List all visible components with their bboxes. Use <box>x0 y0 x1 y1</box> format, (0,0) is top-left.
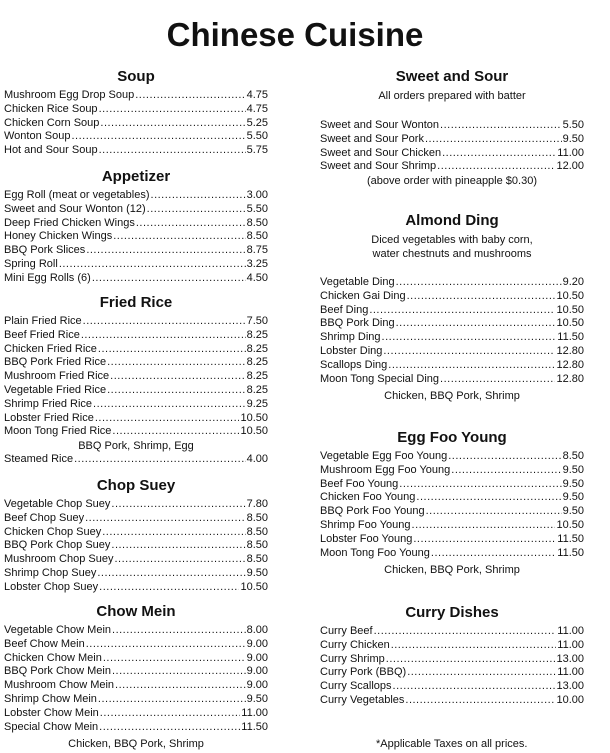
item-price: 5.75 <box>246 144 268 157</box>
item-price: 9.50 <box>246 566 268 579</box>
item-price: 4.50 <box>246 271 268 284</box>
item-name: Vegetable Egg Foo Young <box>320 450 448 462</box>
item-name: BBQ Pork Ding <box>320 317 395 330</box>
section-chop-suey <box>4 476 268 595</box>
section-egg-foo-young <box>320 428 584 577</box>
item-price: 5.25 <box>246 116 268 129</box>
item-name: Mini Egg Rolls (6) <box>4 271 91 284</box>
item-price: 8.00 <box>246 624 268 636</box>
item-name: Sweet and Sour Wonton <box>320 119 440 131</box>
menu-item <box>4 144 268 158</box>
menu-item <box>320 547 584 561</box>
item-name: Beef Ding <box>320 303 369 316</box>
item-name: Shrimp Chow Mein <box>4 692 97 705</box>
item-price: 8.50 <box>246 553 268 566</box>
section-note: Chicken, BBQ Pork, Shrimp <box>384 390 520 403</box>
item-name: BBQ Pork Chow Mein <box>4 665 111 678</box>
menu-item <box>320 491 584 505</box>
item-name: Scallops Ding <box>320 358 388 371</box>
item-price: 8.25 <box>246 328 268 341</box>
menu-item <box>4 217 268 231</box>
menu-item <box>320 625 584 639</box>
menu-item <box>4 707 268 721</box>
menu-item <box>320 666 584 680</box>
item-price: 9.50 <box>562 505 584 518</box>
item-price: 10.00 <box>556 693 584 706</box>
menu-item <box>4 384 268 398</box>
menu-item <box>320 694 584 708</box>
menu-item <box>4 624 268 638</box>
item-name: Spring Roll <box>4 257 58 270</box>
item-name: Chicken Gai Ding <box>320 289 406 302</box>
item-name: Shrimp Fried Rice <box>4 397 93 410</box>
section-title: Egg Foo Young <box>397 429 507 446</box>
menu-item <box>4 498 268 512</box>
menu-item <box>4 721 268 735</box>
item-name: Vegetable Fried Rice <box>4 383 107 396</box>
menu-item <box>4 512 268 526</box>
item-name: Curry Chicken <box>320 638 390 651</box>
menu-item <box>320 290 584 304</box>
item-price: 8.50 <box>246 230 268 243</box>
item-name: Beef Fried Rice <box>4 328 80 341</box>
menu-item <box>4 244 268 258</box>
menu-item <box>4 526 268 540</box>
item-name: Shrimp Foo Young <box>320 518 411 531</box>
menu-item <box>320 680 584 694</box>
item-name: Chicken Rice Soup <box>4 102 98 115</box>
menu-item <box>4 117 268 131</box>
menu-item <box>4 425 268 439</box>
menu-item <box>4 230 268 244</box>
item-price: 8.75 <box>246 244 268 257</box>
item-price: 10.50 <box>556 303 584 316</box>
item-name: Special Chow Mein <box>4 720 99 733</box>
item-name: Sweet and Sour Pork <box>320 132 424 145</box>
menu-item <box>4 103 268 117</box>
item-name: Sweet and Sour Chicken <box>320 146 442 159</box>
section-title: Fried Rice <box>99 294 173 311</box>
menu-item <box>320 119 584 133</box>
item-price: 9.00 <box>246 665 268 678</box>
menu-item <box>320 519 584 533</box>
menu-item <box>320 478 584 492</box>
menu-item <box>4 356 268 370</box>
item-price: 10.50 <box>240 425 268 438</box>
menu-item <box>4 453 268 467</box>
item-name: Plain Fried Rice <box>4 315 82 327</box>
item-name: Lobster Chow Mein <box>4 706 99 719</box>
menu-item <box>320 133 584 147</box>
menu-item <box>4 89 268 103</box>
menu-item <box>4 693 268 707</box>
menu-item <box>4 567 268 581</box>
item-price: 10.50 <box>240 580 268 593</box>
item-price: 11.50 <box>557 532 584 545</box>
item-name: Hot and Sour Soup <box>4 144 98 157</box>
section-title: Soup <box>117 68 155 85</box>
item-price: 9.50 <box>562 132 584 145</box>
menu-item <box>4 315 268 329</box>
item-price: 9.50 <box>246 692 268 705</box>
menu-item <box>4 412 268 426</box>
item-name: Mushroom Chop Suey <box>4 553 114 566</box>
tax-footnote: *Applicable Taxes on all prices. <box>376 738 528 750</box>
item-price: 8.50 <box>562 450 584 462</box>
menu-item <box>4 553 268 567</box>
section-title: Appetizer <box>101 168 171 185</box>
menu-item <box>320 331 584 345</box>
item-price: 9.50 <box>562 491 584 504</box>
item-price: 8.50 <box>246 216 268 229</box>
item-price: 11.50 <box>557 546 584 559</box>
menu-item <box>4 679 268 693</box>
item-name: BBQ Pork Fried Rice <box>4 356 107 369</box>
section-appetizer <box>4 167 268 286</box>
section-title: Almond Ding <box>405 212 499 229</box>
menu-item <box>4 189 268 203</box>
item-name: Mushroom Fried Rice <box>4 370 110 383</box>
item-price: 9.25 <box>246 397 268 410</box>
menu-item <box>320 450 584 464</box>
item-price: 10.50 <box>556 518 584 531</box>
item-name: Shrimp Chop Suey <box>4 566 97 579</box>
item-name: Chicken Fried Rice <box>4 342 97 355</box>
item-name: Curry Vegetables <box>320 693 405 706</box>
menu-item <box>320 359 584 373</box>
item-price: 4.00 <box>246 453 268 466</box>
item-name: Beef Foo Young <box>320 477 399 490</box>
section-note: Chicken, BBQ Pork, Shrimp <box>384 564 520 577</box>
item-name: Wonton Soup <box>4 130 71 143</box>
item-price: 9.00 <box>246 637 268 650</box>
section-chow-mein <box>4 602 268 751</box>
item-price: 7.80 <box>246 498 268 510</box>
item-price: 10.50 <box>556 289 584 302</box>
item-price: 5.50 <box>246 202 268 215</box>
menu-item <box>4 652 268 666</box>
menu-item <box>4 398 268 412</box>
item-price: 8.25 <box>246 342 268 355</box>
item-price: 10.50 <box>556 317 584 330</box>
item-name: Chicken Corn Soup <box>4 116 100 129</box>
menu-item <box>4 203 268 217</box>
item-price: 13.00 <box>556 652 584 665</box>
item-name: Lobster Ding <box>320 344 383 357</box>
item-name: BBQ Pork Foo Young <box>320 505 425 518</box>
item-price: 8.25 <box>246 356 268 369</box>
item-price: 4.75 <box>246 102 268 115</box>
item-price: 7.50 <box>246 315 268 327</box>
section-title: Chow Mein <box>96 603 176 620</box>
item-name: Sweet and Sour Shrimp <box>320 160 437 173</box>
item-price: 10.50 <box>240 411 268 424</box>
item-name: Moon Tong Fried Rice <box>4 425 112 438</box>
menu-item <box>4 370 268 384</box>
item-price: 12.00 <box>556 160 584 173</box>
item-price: 9.00 <box>246 679 268 692</box>
section-soup <box>4 67 268 158</box>
item-price: 11.50 <box>557 331 584 344</box>
item-price: 8.50 <box>246 539 268 552</box>
item-name: Curry Scallops <box>320 680 392 693</box>
item-name: Curry Pork (BBQ) <box>320 666 407 679</box>
item-price: 9.50 <box>562 477 584 490</box>
item-price: 12.80 <box>556 372 584 385</box>
section-note: Chicken, BBQ Pork, Shrimp <box>68 738 204 751</box>
item-name: Egg Roll (meat or vegetables) <box>4 189 150 201</box>
section-title: Sweet and Sour <box>395 68 509 85</box>
item-name: BBQ Pork Chop Suey <box>4 539 111 552</box>
item-name: BBQ Pork Slices <box>4 244 86 257</box>
item-name: Lobster Fried Rice <box>4 411 94 424</box>
item-price: 3.00 <box>246 189 268 201</box>
menu-item <box>320 533 584 547</box>
menu-item <box>4 329 268 343</box>
section-sweet-and-sour <box>320 67 584 188</box>
menu-item <box>320 345 584 359</box>
item-price: 8.50 <box>246 511 268 524</box>
menu-item <box>320 147 584 161</box>
menu-item <box>320 276 584 290</box>
menu-item <box>320 160 584 174</box>
item-price: 11.00 <box>557 638 584 651</box>
item-price: 11.50 <box>241 720 268 733</box>
menu-title: Chinese Cuisine <box>166 16 424 53</box>
section-fried-rice <box>4 293 268 467</box>
menu-item <box>4 272 268 286</box>
menu-item <box>4 130 268 144</box>
item-name: Shrimp Ding <box>320 331 381 344</box>
section-subtitle: All orders prepared with batter <box>378 90 526 102</box>
item-price: 9.00 <box>246 651 268 664</box>
section-note: (above order with pineapple $0.30) <box>366 175 537 188</box>
menu-item <box>4 638 268 652</box>
item-name: Curry Shrimp <box>320 652 385 665</box>
item-name: Mushroom Chow Mein <box>4 679 115 692</box>
item-name: Moon Tong Foo Young <box>320 546 430 559</box>
item-name: Moon Tong Special Ding <box>320 372 440 385</box>
section-subtitle: water chestnuts and mushrooms <box>372 248 532 260</box>
section-note: BBQ Pork, Shrimp, Egg <box>78 440 194 453</box>
item-price: 12.80 <box>556 358 584 371</box>
menu-item <box>320 304 584 318</box>
item-price: 12.80 <box>556 344 584 357</box>
item-name: Vegetable Chop Suey <box>4 498 111 510</box>
item-name: Vegetable Ding <box>320 276 395 288</box>
menu-item <box>320 653 584 667</box>
item-name: Chicken Foo Young <box>320 491 416 504</box>
item-price: 5.50 <box>246 130 268 143</box>
menu-item <box>320 464 584 478</box>
section-subtitle: Diced vegetables with baby corn, <box>371 234 533 246</box>
item-price: 8.50 <box>246 525 268 538</box>
item-price: 3.25 <box>246 257 268 270</box>
item-price: 11.00 <box>241 706 268 719</box>
item-name: Beef Chow Mein <box>4 637 85 650</box>
item-price: 9.50 <box>562 463 584 476</box>
section-almond-ding <box>320 211 584 403</box>
item-name: Deep Fried Chicken Wings <box>4 216 135 229</box>
section-curry-dishes <box>320 603 584 708</box>
menu-item <box>4 539 268 553</box>
item-name: Honey Chicken Wings <box>4 230 113 243</box>
item-price: 5.50 <box>562 119 584 131</box>
item-name: Sweet and Sour Wonton (12) <box>4 202 146 215</box>
item-name: Curry Beef <box>320 625 373 637</box>
item-name: Mushroom Egg Drop Soup <box>4 89 135 101</box>
menu-item <box>4 665 268 679</box>
menu-item <box>4 258 268 272</box>
item-name: Lobster Foo Young <box>320 532 413 545</box>
item-price: 4.75 <box>246 89 268 101</box>
item-name: Mushroom Egg Foo Young <box>320 463 451 476</box>
item-name: Vegetable Chow Mein <box>4 624 112 636</box>
section-title: Chop Suey <box>96 477 176 494</box>
item-name: Lobster Chop Suey <box>4 580 99 593</box>
item-price: 8.25 <box>246 370 268 383</box>
menu-item <box>320 639 584 653</box>
item-name: Chicken Chop Suey <box>4 525 102 538</box>
item-price: 8.25 <box>246 383 268 396</box>
item-price: 13.00 <box>556 680 584 693</box>
item-name: Beef Chop Suey <box>4 511 85 524</box>
menu-item <box>320 505 584 519</box>
menu-item <box>320 317 584 331</box>
item-name: Steamed Rice <box>4 453 74 466</box>
item-price: 11.00 <box>557 146 584 159</box>
item-price: 11.00 <box>557 625 584 637</box>
item-name: Chicken Chow Mein <box>4 651 102 664</box>
menu-item <box>4 581 268 595</box>
item-price: 11.00 <box>557 666 584 679</box>
item-price: 9.20 <box>562 276 584 288</box>
menu-item <box>4 343 268 357</box>
section-title: Curry Dishes <box>405 604 499 621</box>
menu-item <box>320 373 584 387</box>
